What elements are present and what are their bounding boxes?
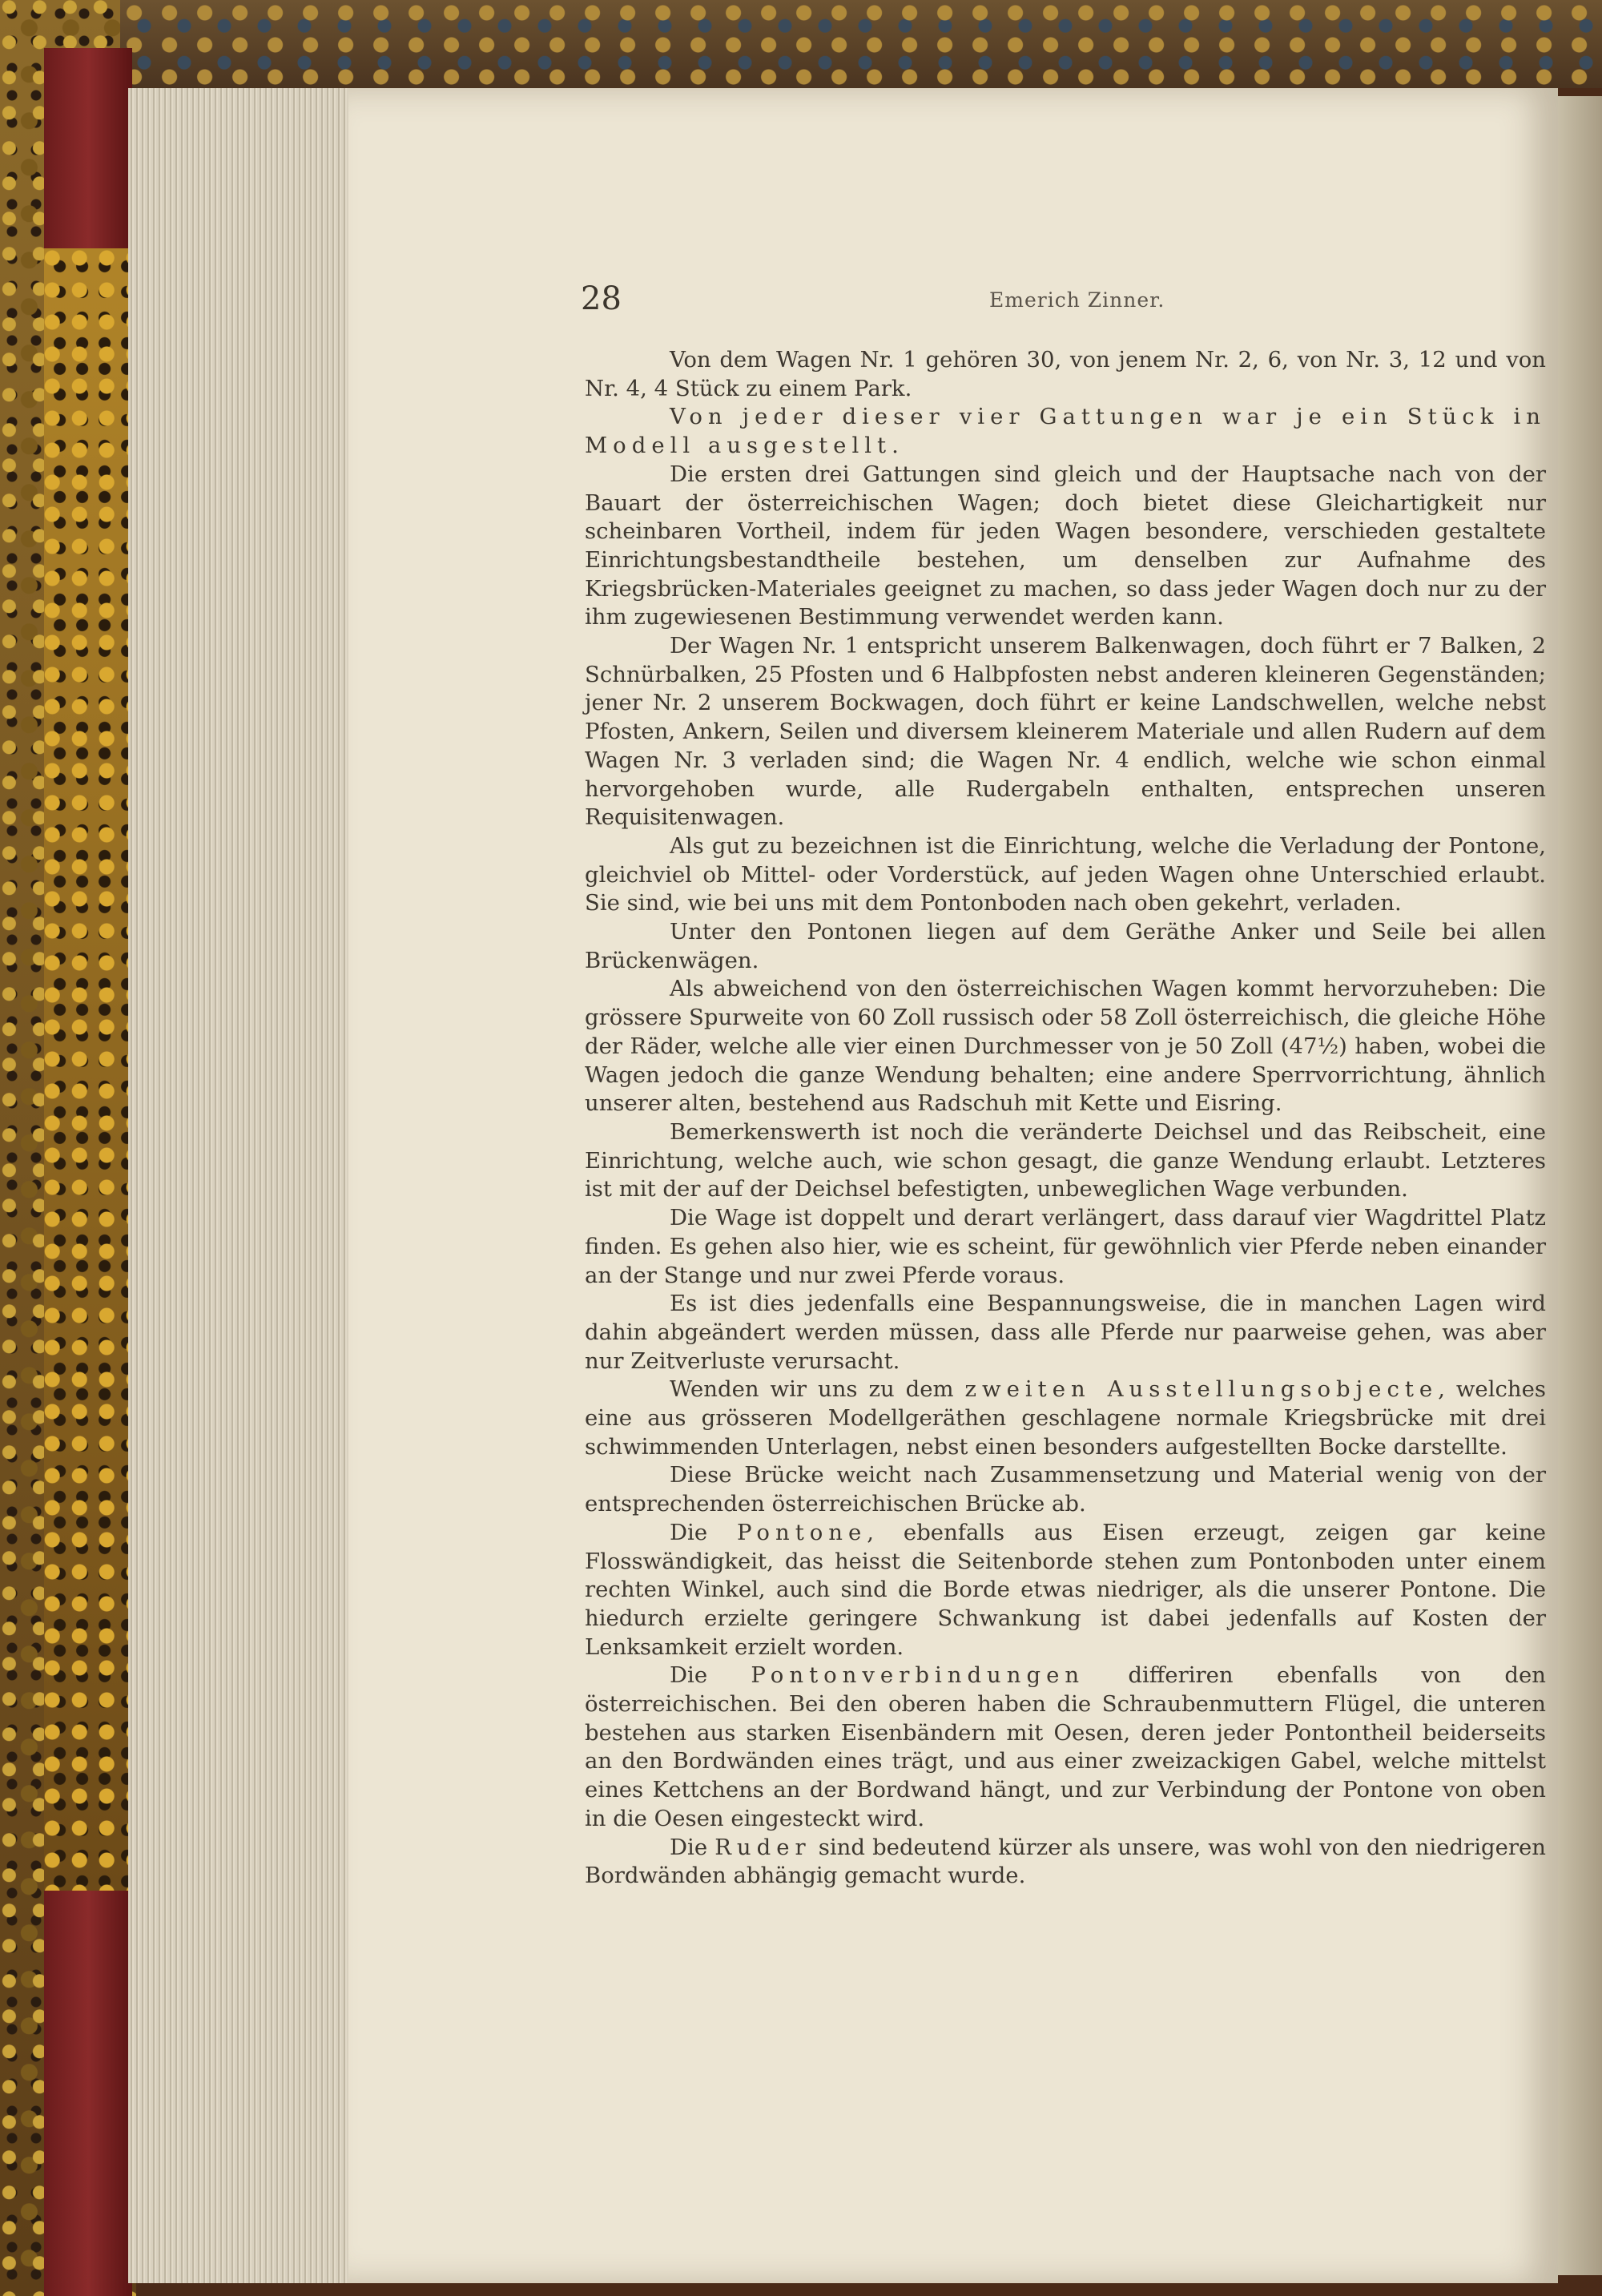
paragraph xyxy=(585,918,1546,975)
paragraph-text: Diese Brücke weicht nach Zusammensetzung und Material wenig von der entsprechenden österreichischen Brücke ab. xyxy=(585,1462,1546,1517)
paragraph xyxy=(585,1461,1546,1518)
paragraph-text: Die xyxy=(670,1662,751,1689)
paragraph-text: Bemerkenswerth ist noch die veränderte Deichsel und das Reibscheit, eine Einrichtung, welche auch, wie schon gesagt, die ganze Wendung erlaubt. Letzteres ist mit der auf der Deichsel befestigten, unbeweglichen Wage verbunden. xyxy=(585,1118,1546,1202)
paragraph-text: Von dem Wagen Nr. 1 gehören 30, von jenem Nr. 2, 6, von Nr. 3, 12 und von Nr. 4, 4 Stück zu einem Park. xyxy=(585,347,1546,401)
paragraph xyxy=(585,975,1546,1118)
book-cover-top xyxy=(120,0,1602,88)
paragraph-text: sind bedeutend kürzer als unsere, was wohl von den niedrigeren Bordwänden abhängig gemacht wurde. xyxy=(585,1834,1547,1889)
paragraph-text: Die xyxy=(670,1519,738,1545)
spaced-emphasis-text: Pontone xyxy=(737,1519,867,1545)
paragraph-text: Der Wagen Nr. 1 entspricht unserem Balkenwagen, doch führt er 7 Balken, 2 Schnürbalken, 25 Pfosten und 6 Halbpfosten nebst anderen kleineren Gegenständen; jener Nr. 2 unserem Bockwagen, doch führt er keine Landschwellen, welche nebst Pfosten, Ankern, Seilen und diversem kleinerem Materiale und allen Rudern auf dem Wagen Nr. 3 verladen sind; die Wagen Nr. 4 endlich, welche wie schon einmal hervorgehoben wurde, alle Rudergabeln enthalten, entsprechen unseren Requisitenwagen. xyxy=(585,633,1546,831)
paragraph-text: Unter den Pontonen liegen auf dem Geräthe Anker und Seile bei allen Brückenwägen. xyxy=(585,919,1546,973)
paragraph xyxy=(585,1376,1546,1461)
paragraph xyxy=(585,461,1546,632)
spaced-emphasis-text: Pontonverbindungen xyxy=(751,1662,1085,1689)
paragraph xyxy=(585,1204,1546,1290)
paragraph xyxy=(585,346,1546,403)
paragraph-text: , welches eine aus grösseren Modellgeräthen geschlagene normale Kriegsbrücke mit drei schwimmenden Unterlagen, nebst einen besonders aufgestellten Bocke darstellte. xyxy=(585,1376,1546,1460)
spaced-emphasis-text: Von jeder dieser vier Gattungen war je ein Stück in Modell ausgestellt. xyxy=(585,404,1546,459)
spaced-emphasis-text: zweiten Ausstellungsobjecte xyxy=(964,1376,1439,1403)
body-text xyxy=(585,346,1546,1891)
page-header xyxy=(581,280,1546,320)
paragraph xyxy=(585,403,1546,460)
paragraph xyxy=(585,1519,1546,1662)
paragraph xyxy=(585,1834,1546,1891)
paragraph-text: Die xyxy=(670,1834,715,1860)
paragraph-text: Die ersten drei Gattungen sind gleich und der Hauptsache nach von der Bauart der österreichischen Wagen; doch bietet diese Gleichartigkeit nur scheinbaren Vortheil, indem für jeden Wagen besondere, verschieden gestaltete Einrichtungsbestandtheile bestehen, um denselben zur Aufnahme des Kriegsbrücken-Materiales geeignet zu machen, so dass jeder Wagen doch nur zu der ihm zugewiesenen Bestimmung verwendet werden kann. xyxy=(585,461,1546,630)
paragraph-text: Wenden wir uns zu dem xyxy=(670,1376,965,1403)
paragraph-text: Als gut zu bezeichnen ist die Einrichtung, welche die Verladung der Pontone, gleichviel ob Mittel- oder Vorderstück, auf jeden Wagen ohne Unterschied erlaubt. Sie sind, wie bei uns mit dem Pontonboden nach oben gekehrt, verladen. xyxy=(585,832,1546,916)
running-head: Emerich Zinner. xyxy=(989,288,1165,312)
page-number: 28 xyxy=(581,280,622,317)
paragraph-text: differiren ebenfalls von den österreichischen. Bei den oberen haben die Schraubenmuttern Flügel, die unteren bestehen aus starken Eisenbändern mit Oesen, deren jeder Pontontheil beiderseits an den Bordwänden eines trägt, und aus einer zweizackigen Gabel, welche mittelst eines Kettchens an der Bordwand hängt, und zur Verbindung der Pontone von oben in die Oesen eingesteckt wird. xyxy=(585,1662,1546,1831)
paragraph-text: Als abweichend von den österreichischen Wagen kommt hervorzuheben: Die grössere Spurweite von 60 Zoll russisch oder 58 Zoll österreichisch, die gleiche Höhe der Räder, welche alle vier einen Durchmesser von je 50 Zoll (47½) haben, wobei die Wagen jedoch die ganze Wendung behalten; eine andere Sperrvorrichtung, ähnlich unserer alten, bestehend aus Radschuh mit Kette und Eisring. xyxy=(585,976,1546,1117)
facing-page-edge xyxy=(1558,96,1602,2275)
paragraph xyxy=(585,1662,1546,1833)
spaced-emphasis-text: Ruder xyxy=(714,1834,811,1860)
paragraph-text: Die Wage ist doppelt und derart verlängert, dass darauf vier Wagdrittel Platz finden. Es gehen also hier, wie es scheint, für gewöhnlich vier Pferde neben einander an der Stange und nur zwei Pferde voraus. xyxy=(585,1205,1546,1288)
paragraph xyxy=(585,632,1546,832)
paragraph-text: , ebenfalls aus Eisen erzeugt, zeigen gar keine Flosswändigkeit, das heisst die Seitenborde stehen zum Pontonboden unter einem rechten Winkel, auch sind die Borde etwas niedriger, als die unserer Pontone. Die hiedurch erzielte geringere Schwankung ist dabei jedenfalls auf Kosten der Lenksamkeit erzielt worden. xyxy=(585,1519,1547,1660)
paragraph xyxy=(585,1118,1546,1204)
paragraph-text: Es ist dies jedenfalls eine Bespannungsweise, die in manchen Lagen wird dahin abgeändert werden müssen, dass alle Pferde nur paarweise gehen, was aber nur Zeitverluste verursacht. xyxy=(585,1291,1546,1374)
paragraph xyxy=(585,1290,1546,1376)
page-block-edges xyxy=(128,88,348,2283)
paragraph xyxy=(585,832,1546,918)
marbled-board xyxy=(44,248,132,1891)
